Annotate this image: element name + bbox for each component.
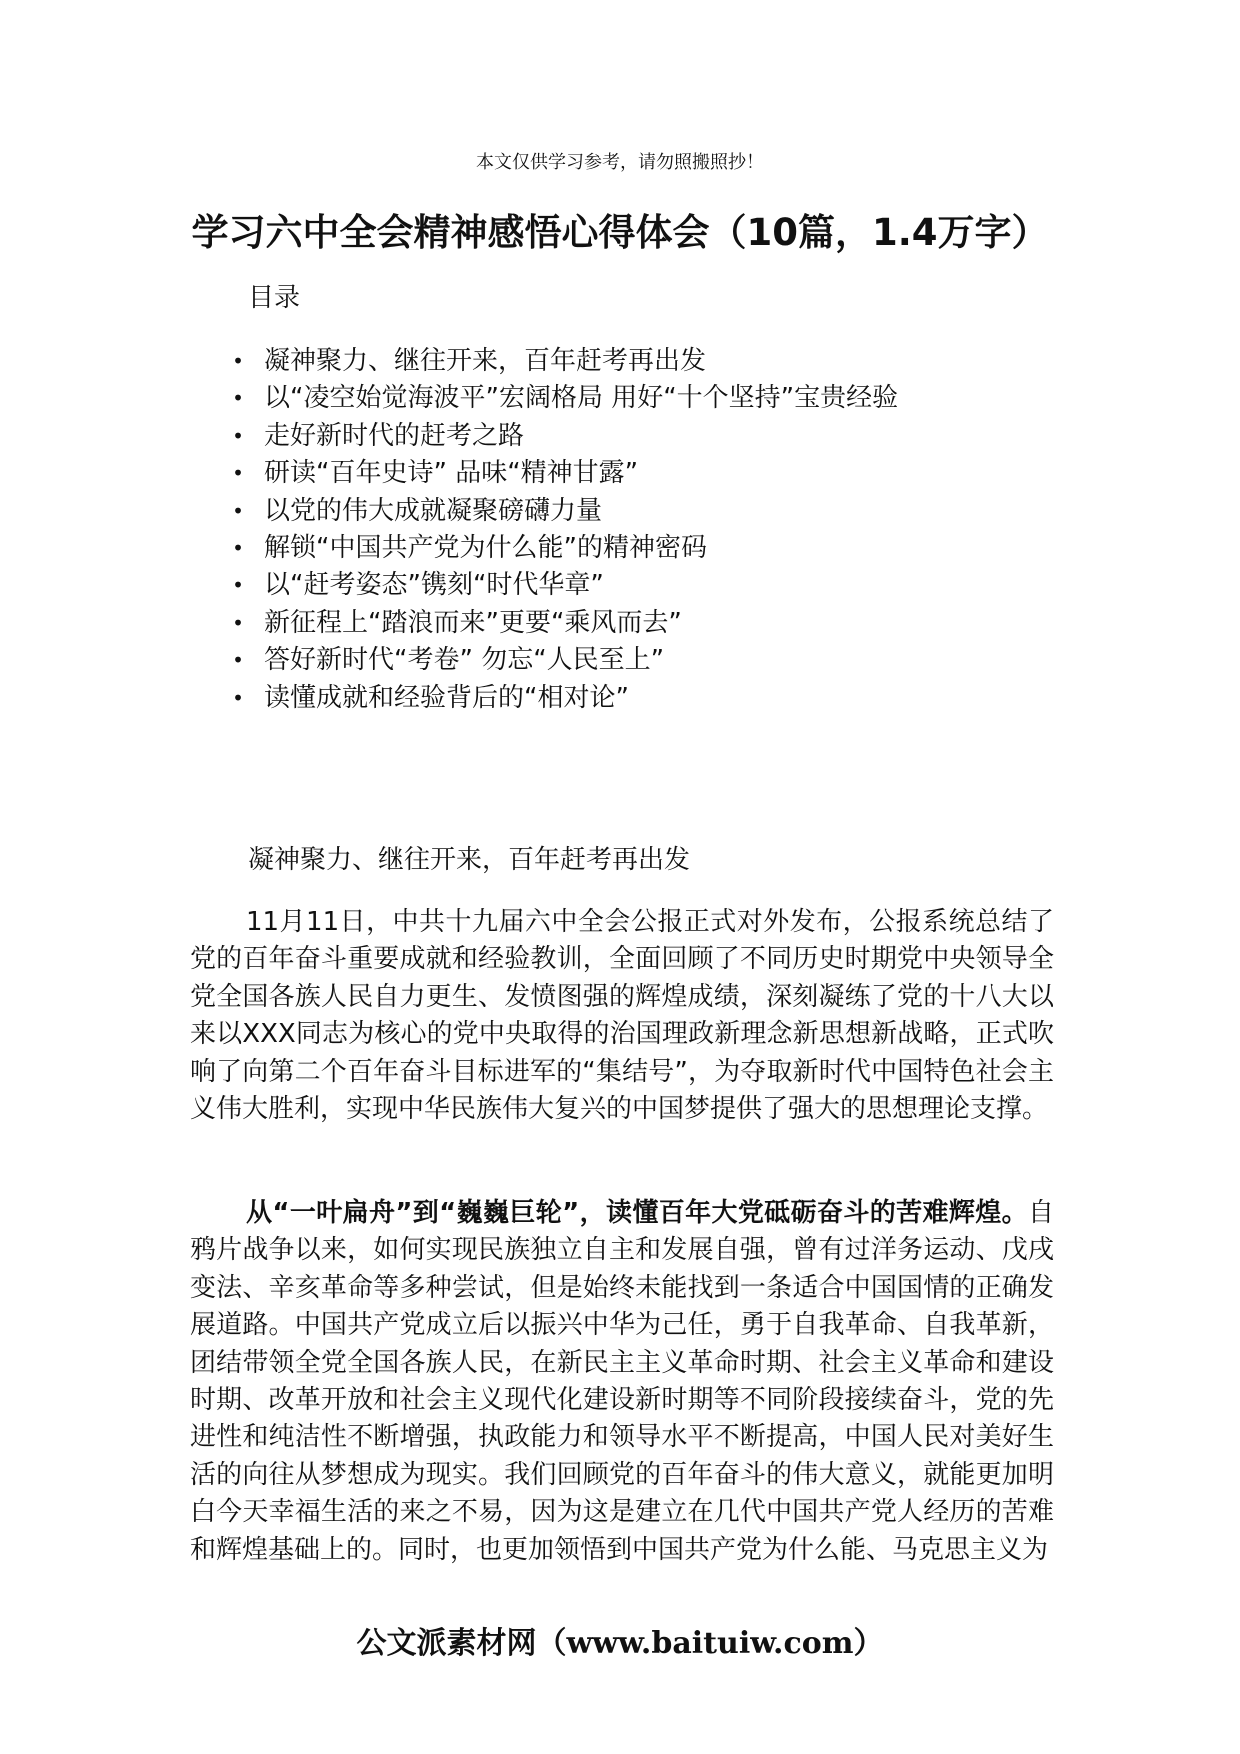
bullet-icon: • bbox=[232, 535, 244, 560]
toc-item-label: 新征程上“踏浪而来”更要“乘风而去” bbox=[264, 607, 682, 638]
bullet-icon: • bbox=[232, 386, 244, 411]
toc-item bbox=[228, 530, 1088, 567]
toc-item-label: 答好新时代“考卷” 勿忘“人民至上” bbox=[264, 645, 665, 676]
toc-item bbox=[228, 380, 1088, 417]
toc-item bbox=[228, 642, 1088, 679]
toc-item bbox=[228, 493, 1088, 530]
bullet-icon: • bbox=[232, 423, 244, 448]
document-title: 学习六中全会精神感悟心得体会（10篇，1.4万字） bbox=[191, 211, 1049, 254]
body-paragraph bbox=[190, 1195, 1054, 1569]
bullet-icon: • bbox=[232, 648, 244, 673]
bullet-icon: • bbox=[232, 610, 244, 635]
toc-item bbox=[228, 343, 1088, 380]
bullet-icon: • bbox=[232, 573, 244, 598]
toc-heading: 目录 bbox=[248, 283, 301, 313]
toc-item bbox=[228, 680, 1088, 717]
toc-item-label: 解锁“中国共产党为什么能”的精神密码 bbox=[264, 532, 707, 563]
toc-item bbox=[228, 567, 1088, 604]
bullet-icon: • bbox=[232, 349, 244, 373]
toc-item bbox=[228, 455, 1088, 492]
toc-item-label: 以“赶考姿态”镌刻“时代华章” bbox=[264, 570, 604, 601]
toc-item-label: 研读“百年史诗” 品味“精神甘露” bbox=[264, 458, 639, 489]
toc-item-label: 凝神聚力、继往开来，百年赶考再出发 bbox=[264, 346, 707, 376]
disclaimer-text: 本文仅供学习参考，请勿照搬照抄！ bbox=[476, 152, 764, 173]
toc-item bbox=[228, 418, 1088, 455]
toc-item bbox=[228, 605, 1088, 642]
toc-item-label: 以党的伟大成就凝聚磅礴力量 bbox=[264, 495, 603, 526]
section-heading: 凝神聚力、继往开来，百年赶考再出发 bbox=[248, 845, 691, 875]
bullet-icon: • bbox=[232, 685, 244, 710]
bullet-icon: • bbox=[232, 461, 244, 486]
bullet-icon: • bbox=[232, 498, 244, 523]
toc-item-label: 走好新时代的赶考之路 bbox=[264, 420, 525, 451]
footer-watermark: 公文派素材网（www.baituiw.com） bbox=[356, 1626, 884, 1661]
toc-item-label: 以“凌空始觉海波平”宏阔格局 用好“十个坚持”宝贵经验 bbox=[264, 383, 899, 414]
paragraph-lead: 从“一叶扁舟”到“巍巍巨轮”，读懂百年大党砥砺奋斗的苦难辉煌。 bbox=[246, 1198, 1028, 1228]
table-of-contents bbox=[228, 343, 1088, 717]
toc-item-label: 读懂成就和经验背后的“相对论” bbox=[264, 682, 629, 713]
body-paragraph: 11月11日，中共十九届六中全会公报正式对外发布，公报系统总结了党的百年奋斗重要成就和经验教训，全面回顾了不同历史时期党中央领导全党全国各族人民自力更生、发愤图强的辉煌成绩，深刻凝练了党的十八大以来以XXX同志为核心的党中央取得的治国理政新理念新思想新战略，正式吹响了向第二个百年奋斗目标进军的“集结号”，为夺取新时代中国特色社会主义伟大胜利，实现中华民族伟大复兴的中国梦提供了强大的思想理论支撑。 bbox=[190, 907, 1054, 1125]
paragraph-body: 自鸦片战争以来，如何实现民族独立自主和发展自强，曾有过洋务运动、戊戌变法、辛亥革命等多种尝试，但是始终未能找到一条适合中国国情的正确发展道路。中国共产党成立后以振兴中华为己任，勇于自我革命、自我革新，团结带领全党全国各族人民，在新民主主义革命时期、社会主义革命和建设时期、改革开放和社会主义现代化建设新时期等不同阶段接续奋斗，党的先进性和纯洁性不断增强，执政能力和领导水平不断提高，中国人民对美好生活的向往从梦想成为现实。我们回顾党的百年奋斗的伟大意义，就能更加明白今天幸福生活的来之不易，因为这是建立在几代中国共产党人经历的苦难和辉煌基础上的。同时，也更加领悟到中国共产党为什么能、马克思主义为 bbox=[190, 1198, 1054, 1565]
